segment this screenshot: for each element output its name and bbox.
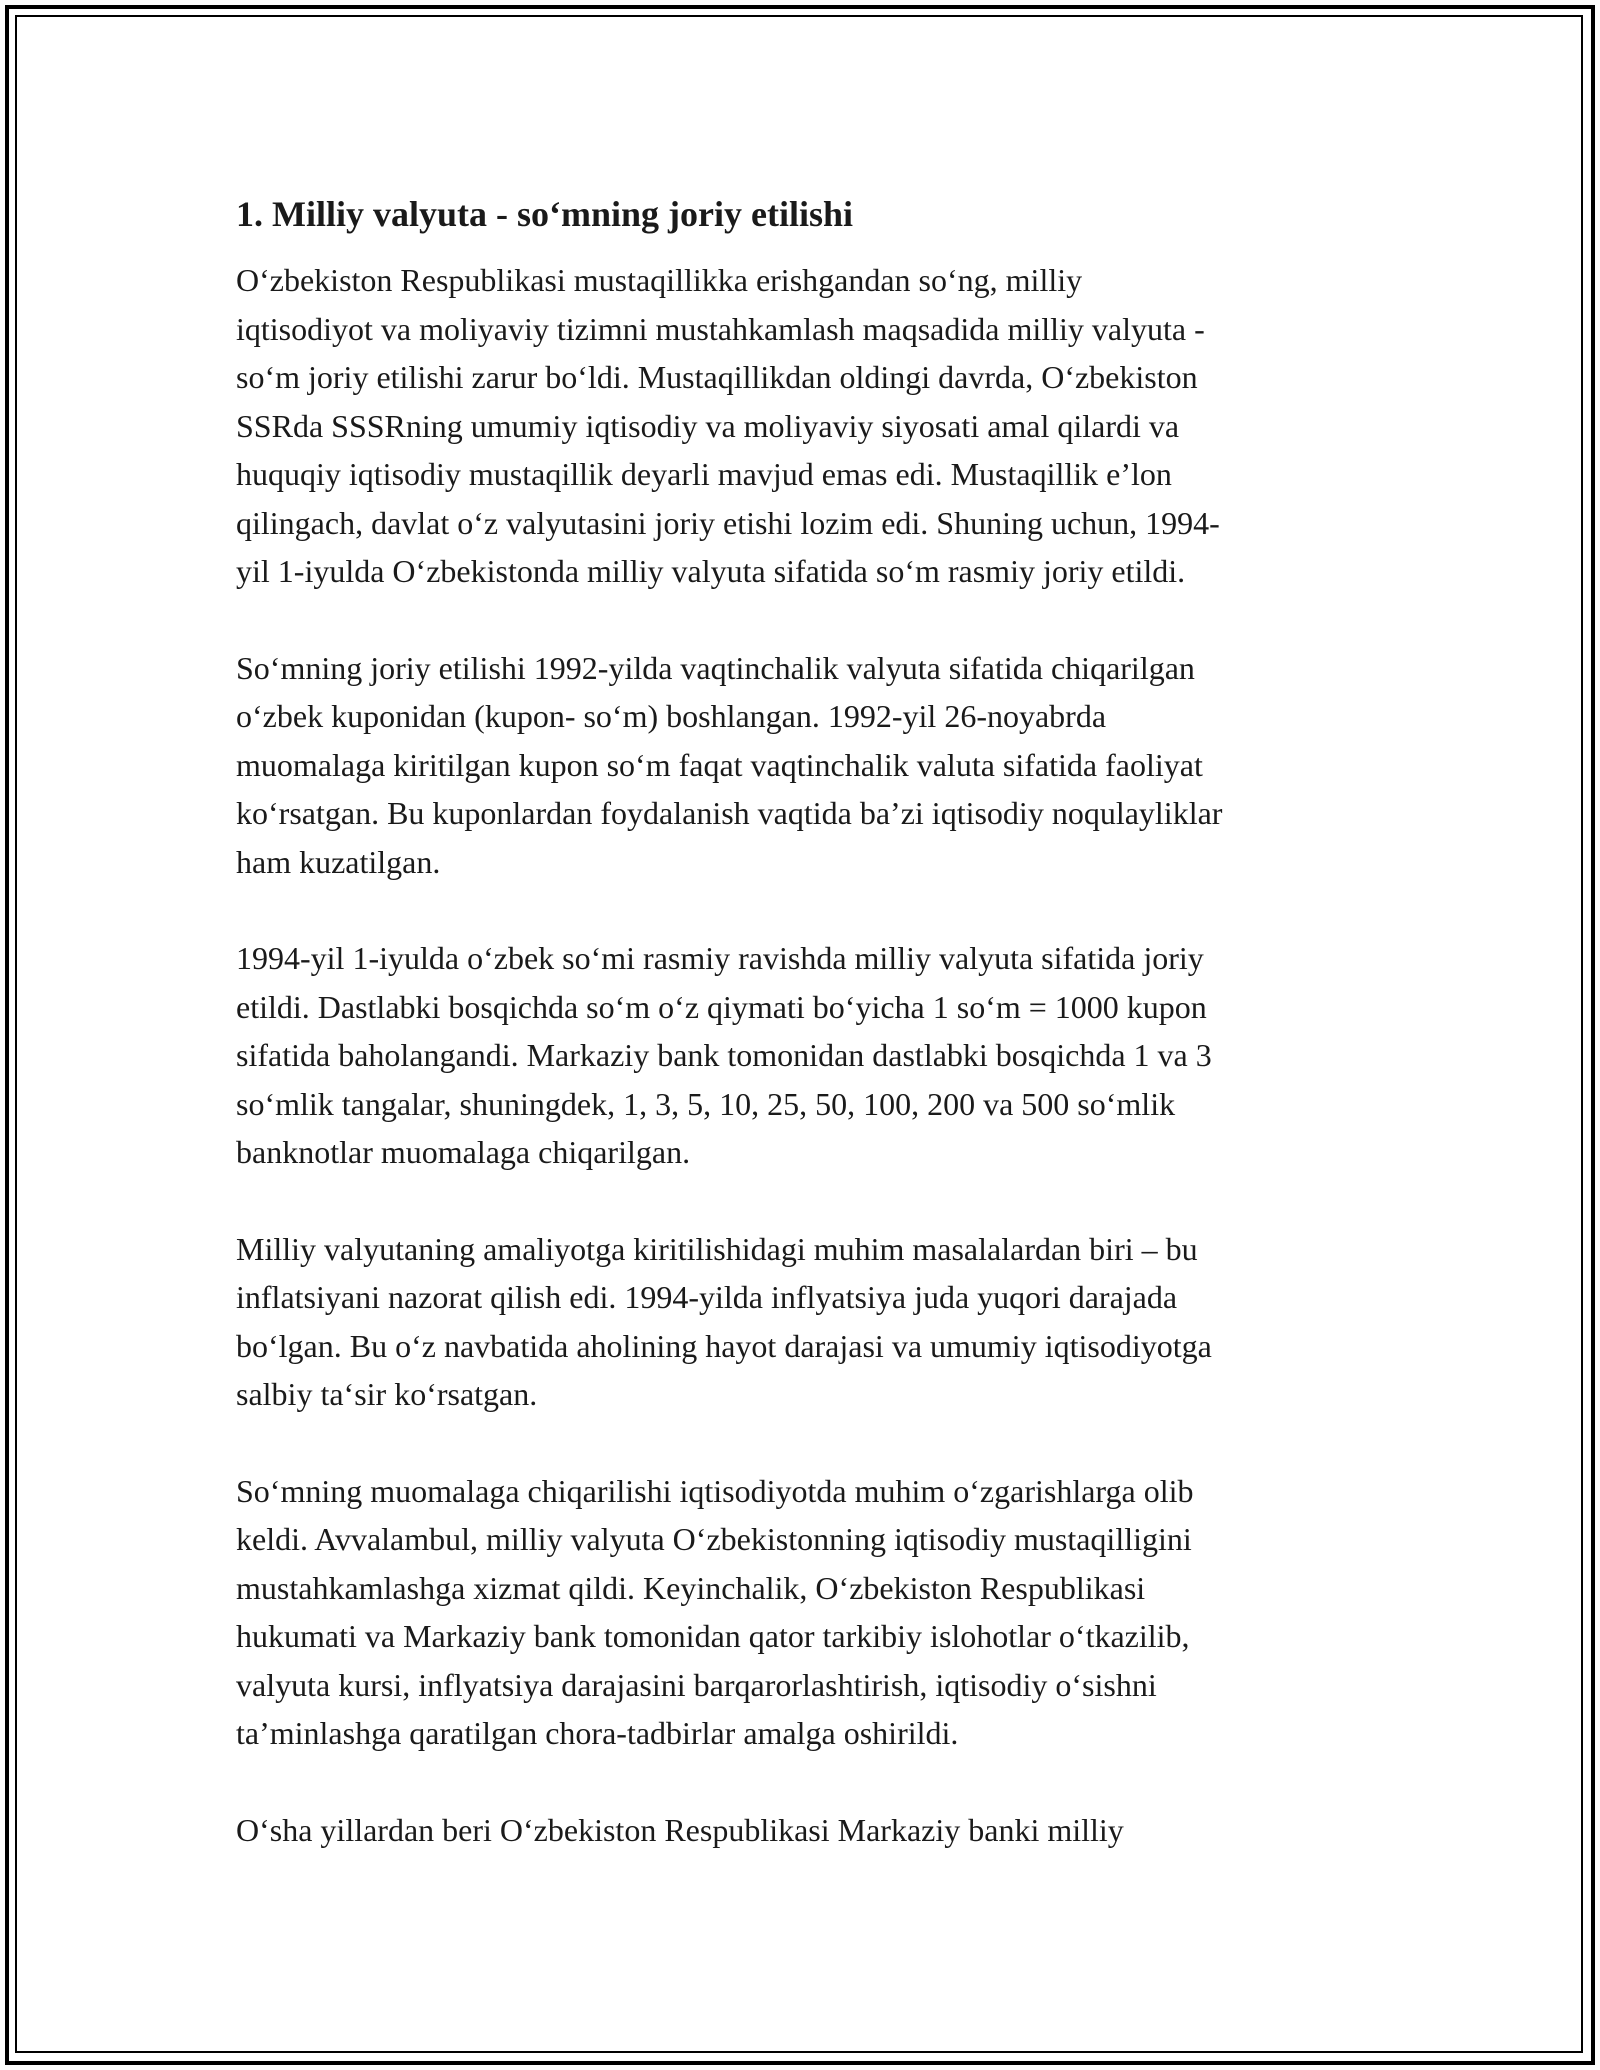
text-line: hukumati va Markaziy bank tomonidan qator tarkibiy islohotlar o‘tkazilib, [236,1618,1190,1654]
text-line: So‘mning joriy etilishi 1992-yilda vaqtinchalik valyuta sifatida chiqarilgan [236,649,1195,686]
text-line: yil 1-iyulda O‘zbekistonda milliy valyuta sifatida so‘m rasmiy joriy etildi. [236,553,1186,589]
text-line: muomalaga kiritilgan kupon so‘m faqat vaqtinchalik valuta sifatida faoliyat [236,746,1203,783]
paragraph-2 [236,644,1386,887]
text-line: so‘m joriy etilishi zarur bo‘ldi. Mustaqillikdan oldingi davrda, O‘zbekiston [236,359,1198,395]
text-line: iqtisodiyot va moliyaviy tizimni mustahkamlash maqsadida milliy valyuta - [236,310,1205,347]
text-line: SSRda SSSRning umumiy iqtisodiy va moliyaviy siyosati amal qilardi va [236,407,1180,444]
text-line: keldi. Avvalambul, milliy valyuta O‘zbekistonning iqtisodiy mustaqilligini [236,1521,1192,1557]
text-line: ham kuzatilgan. [236,843,441,880]
text-line: bo‘lgan. Bu o‘z navbatida aholining hayot darajasi va umumiy iqtisodiyotga [236,1327,1212,1364]
text-line: so‘mlik tangalar, shuningdek, 1, 3, 5, 10, 25, 50, 100, 200 va 500 so‘mlik [236,1085,1176,1122]
text-line: mustahkamlashga xizmat qildi. Keyinchalik, O‘zbekiston Respublikasi [236,1569,1146,1606]
text-line: o‘zbek kuponidan (kupon- so‘m) boshlangan. 1992-yil 26-noyabrda [236,698,1107,734]
text-line: Milliy valyutaning amaliyotga kiritilishidagi muhim masalalardan biri – bu [236,1230,1198,1267]
section-heading: 1. Milliy valyuta - so‘mning joriy etilishi [236,194,853,234]
text-line: ta’minlashga qaratilgan chora-tadbirlar amalga oshirildi. [236,1715,959,1751]
paragraph-4 [236,1225,1386,1419]
text-line: qilingach, davlat o‘z valyutasini joriy etishi lozim edi. Shuning uchun, 1994- [236,504,1220,541]
paragraph-5 [236,1467,1386,1758]
text-line: banknotlar muomalaga chiqarilgan. [236,1134,691,1170]
text-line: 1994-yil 1-iyulda o‘zbek so‘mi rasmiy ravishda milliy valyuta sifatida joriy [236,940,1204,976]
text-line: sifatida baholangandi. Markaziy bank tomonidan dastlabki bosqichda 1 va 3 [236,1037,1212,1073]
text-line: etildi. Dastlabki bosqichda so‘m o‘z qiymati bo‘yicha 1 so‘m = 1000 kupon [236,988,1207,1025]
text-line: ko‘rsatgan. Bu kuponlardan foydalanish vaqtida ba’zi iqtisodiy noqulayliklar [236,795,1223,831]
text-line: O‘zbekiston Respublikasi mustaqillikka erishgandan so‘ng, milliy [236,262,1083,298]
text-line: O‘sha yillardan beri O‘zbekiston Respublikasi Markaziy banki milliy [236,1811,1124,1848]
paragraph-3 [236,934,1386,1177]
paragraph-1 [236,256,1386,596]
text-line: valyuta kursi, inflyatsiya darajasini barqarorlashtirish, iqtisodiy o‘sishni [236,1666,1157,1703]
text-line: huquqiy iqtisodiy mustaqillik deyarli mavjud emas edi. Mustaqillik e’lon [236,456,1172,492]
text-line: inflatsiyani nazorat qilish edi. 1994-yilda inflyatsiya juda yuqori darajada [236,1279,1178,1315]
paragraph-6 [236,1806,1386,1855]
text-line: salbiy ta‘sir ko‘rsatgan. [236,1376,538,1412]
text-line: So‘mning muomalaga chiqarilishi iqtisodiyotda muhim o‘zgarishlarga olib [236,1472,1194,1509]
document-body [236,184,1386,1902]
